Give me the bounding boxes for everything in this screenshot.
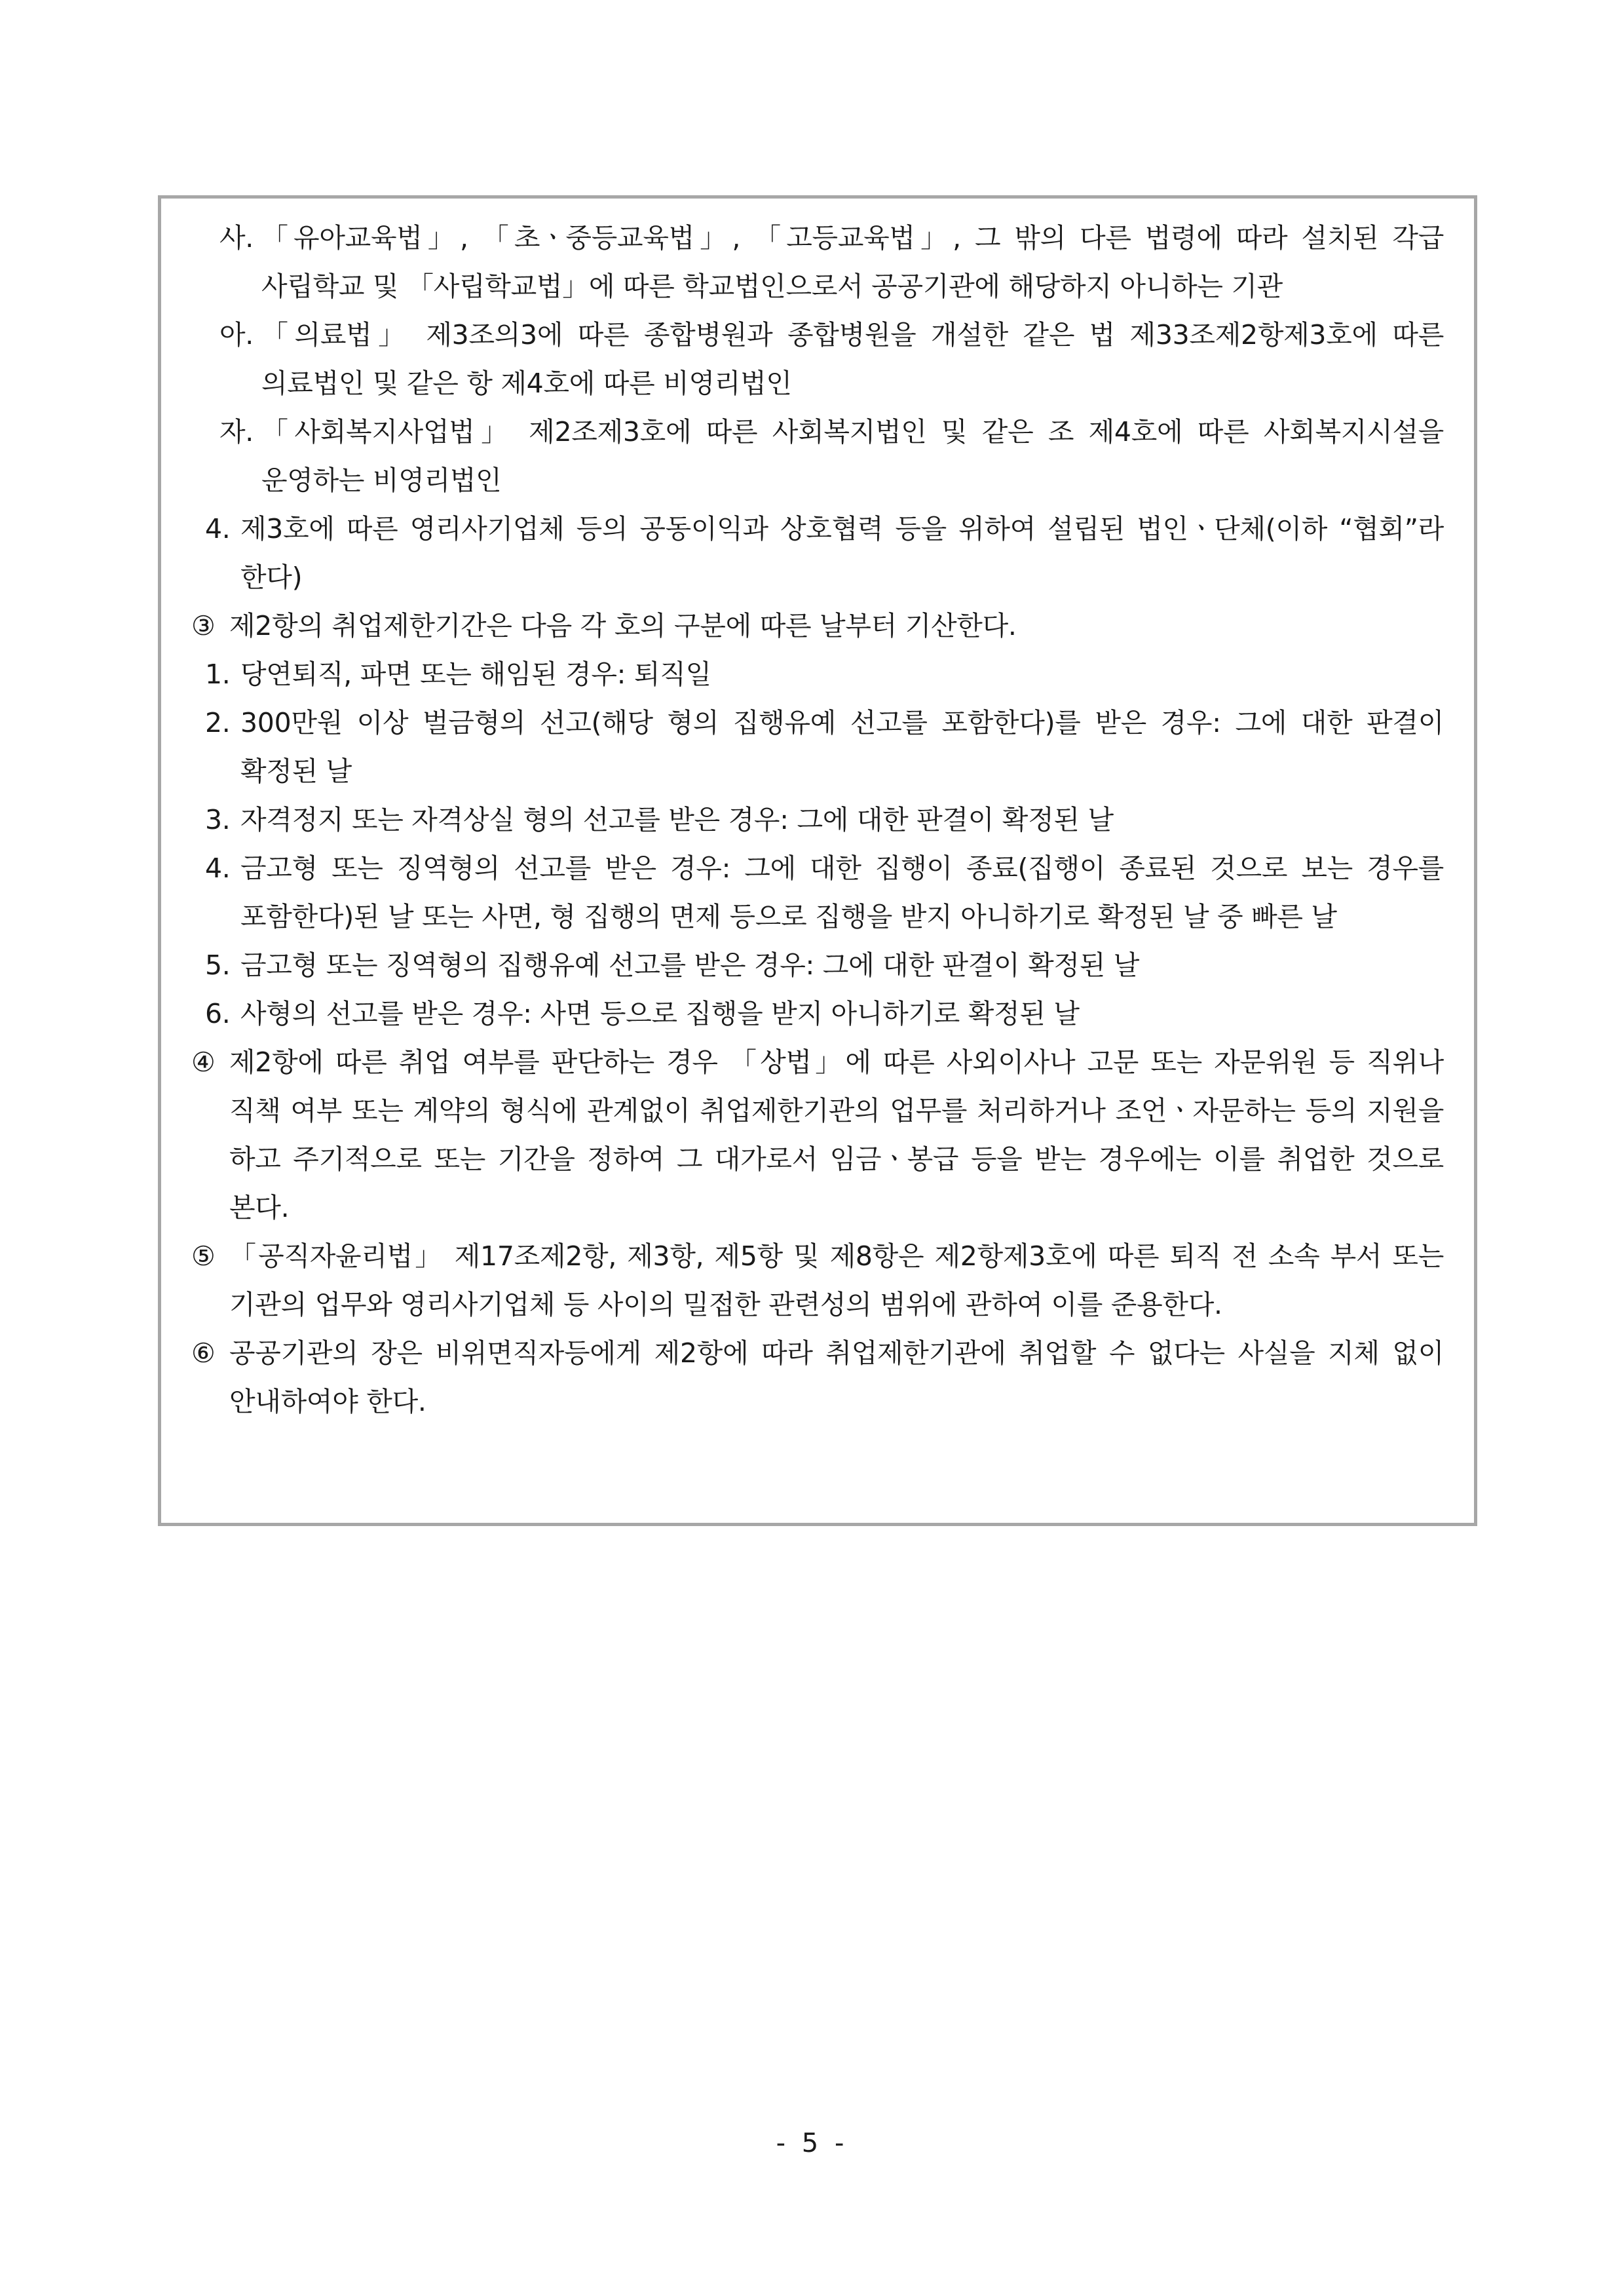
item-marker: ③ [191, 610, 216, 641]
list-item [219, 311, 1474, 408]
item-marker: ⑤ [191, 1240, 216, 1272]
item-text: 금고형 또는 징역형의 집행유예 선고를 받은 경우: 그에 대한 판결이 확정된 날 [240, 949, 1140, 981]
list-item [205, 698, 1474, 795]
item-marker: 5. [205, 949, 231, 981]
list-item [205, 650, 1474, 698]
paragraph-item [191, 1038, 1474, 1232]
item-text: 금고형 또는 징역형의 선고를 받은 경우: 그에 대한 집행이 종료(집행이 종료된 것으로 보는 경우를 포함한다)된 날 또는 사면, 형 집행의 면제 등으로 집행을 받지 아니하기로 확정된 날 중 빠른 날 [240, 852, 1444, 932]
item-marker: ⑥ [191, 1337, 216, 1369]
item-text: 「유아교육법」, 「초ㆍ중등교육법」, 「고등교육법」, 그 밖의 다른 법령에 따라 설치된 각급 사립학교 및 「사립학교법」에 따른 학교법인으로서 공공기관에 해당하지 아니하는 기관 [261, 222, 1444, 302]
list-item [205, 989, 1474, 1038]
item-marker: 2. [205, 707, 231, 738]
item-marker: 사. [219, 222, 254, 254]
item-text: 당연퇴직, 파면 또는 해임된 경우: 퇴직일 [240, 659, 711, 690]
item-text: 「의료법」 제3조의3에 따른 종합병원과 종합병원을 개설한 같은 법 제33조제2항제3호에 따른 의료법인 및 같은 항 제4호에 따른 비영리법인 [261, 319, 1444, 399]
item-marker: 아. [219, 319, 254, 351]
item-text: 「사회복지사업법」 제2조제3호에 따른 사회복지법인 및 같은 조 제4호에 따른 사회복지시설을 운영하는 비영리법인 [261, 416, 1444, 496]
statute-text-box [158, 195, 1477, 1526]
item-text: 자격정지 또는 자격상실 형의 선고를 받은 경우: 그에 대한 판결이 확정된 날 [240, 804, 1114, 835]
item-marker: 4. [205, 513, 231, 545]
item-text: 제2항의 취업제한기간은 다음 각 호의 구분에 따른 날부터 기산한다. [229, 610, 1017, 641]
statute-items [161, 214, 1474, 1426]
item-marker: 자. [219, 416, 254, 448]
list-item [205, 505, 1474, 602]
paragraph-item [191, 1329, 1474, 1426]
item-marker: 3. [205, 804, 231, 835]
item-text: 사형의 선고를 받은 경우: 사면 등으로 집행을 받지 아니하기로 확정된 날 [240, 998, 1080, 1029]
paragraph-item [191, 1232, 1474, 1329]
item-text: 제2항에 따른 취업 여부를 판단하는 경우 「상법」에 따른 사외이사나 고문 또는 자문위원 등 직위나 직책 여부 또는 계약의 형식에 관계없이 취업제한기관의 업무를 처리하거나 조언ㆍ자문하는 등의 지원을 하고 주기적으로 또는 기간을 정하여 그 대가로서 임금ㆍ봉급 등을 받는 경우에는 이를 취업한 것으로 본다. [229, 1046, 1444, 1223]
item-text: 공공기관의 장은 비위면직자등에게 제2항에 따라 취업제한기관에 취업할 수 없다는 사실을 지체 없이 안내하여야 한다. [229, 1337, 1444, 1417]
list-item [205, 941, 1474, 989]
item-marker: 1. [205, 659, 231, 690]
item-marker: ④ [191, 1046, 216, 1078]
item-marker: 6. [205, 998, 231, 1029]
list-item [219, 214, 1474, 311]
list-item [219, 408, 1474, 505]
item-text: 제3호에 따른 영리사기업체 등의 공동이익과 상호협력 등을 위하여 설립된 법인ㆍ단체(이하 “협회”라 한다) [240, 513, 1444, 593]
item-text: 300만원 이상 벌금형의 선고(해당 형의 집행유예 선고를 포함한다)를 받은 경우: 그에 대한 판결이 확정된 날 [240, 707, 1444, 787]
list-item [205, 844, 1474, 941]
item-marker: 4. [205, 852, 231, 884]
paragraph-item [191, 602, 1474, 650]
list-item [205, 795, 1474, 844]
page-number: - 5 - [776, 2128, 848, 2158]
item-text: 「공직자윤리법」 제17조제2항, 제3항, 제5항 및 제8항은 제2항제3호에 따른 퇴직 전 소속 부서 또는 기관의 업무와 영리사기업체 등 사이의 밀접한 관련성의 범위에 관하여 이를 준용한다. [229, 1240, 1444, 1320]
